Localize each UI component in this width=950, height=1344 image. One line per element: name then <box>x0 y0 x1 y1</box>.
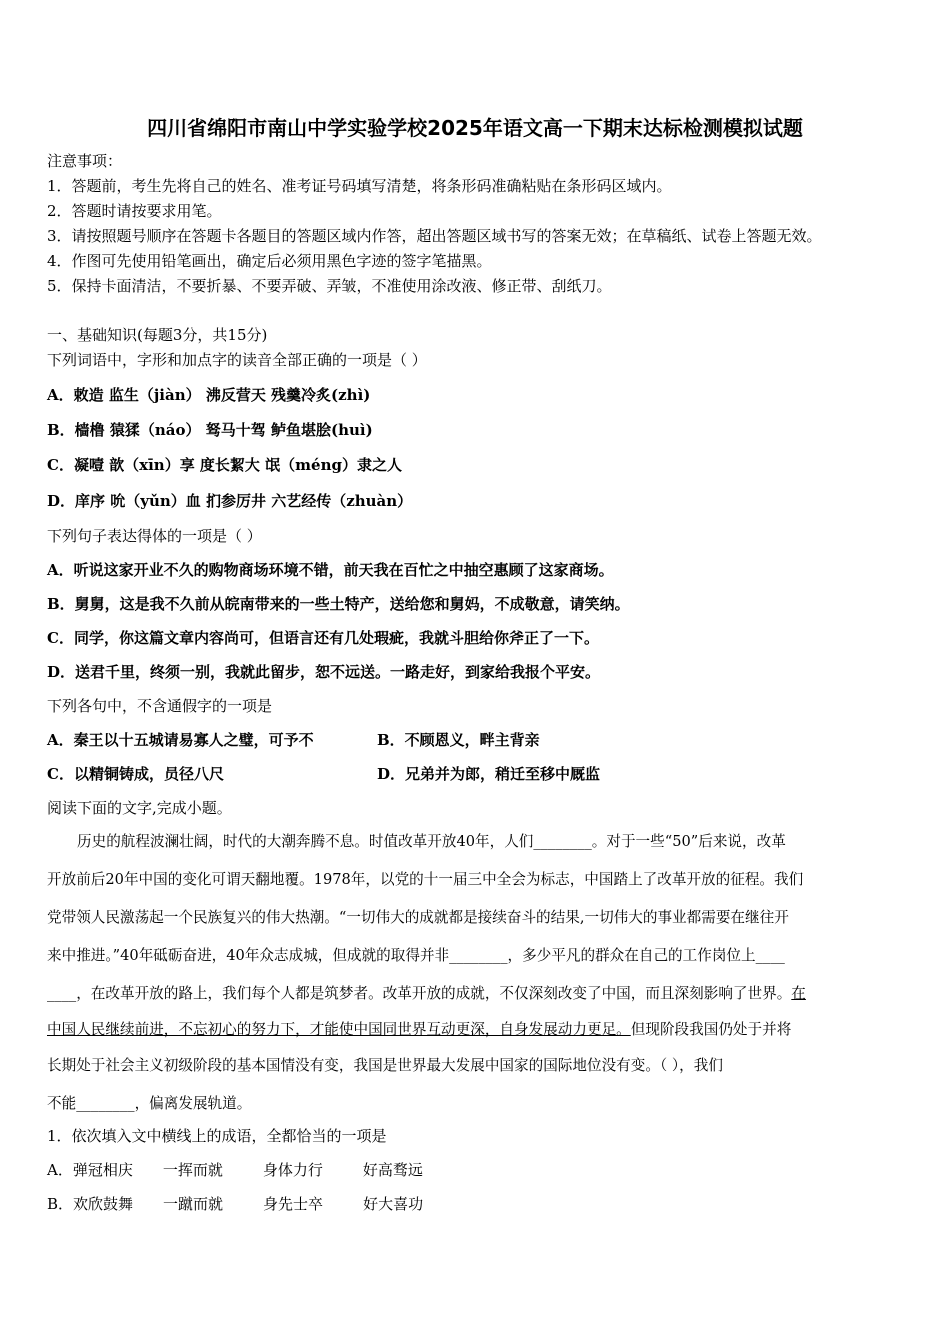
q3-option-b: B．不顾恩义，畔主背亲 <box>377 731 540 749</box>
reading-intro: 阅读下面的文字,完成小题。 <box>47 799 232 817</box>
notice-item-3: 3．请按照题号顺序在答题卡各题目的答题区域内作答，超出答题区域书写的答案无效；在草稿纸、试卷上答题无效。 <box>47 227 822 245</box>
passage-line-5 <box>47 984 905 1004</box>
page-title: 四川省绵阳市南山中学实验学校2025年语文高一下期末达标检测模拟试题 <box>147 116 803 140</box>
q3-option-d: D．兄弟并为郎，稍迁至移中厩监 <box>377 765 601 783</box>
passage-line-2: 开放前后20年中国的变化可谓天翻地覆。1978年，以党的十一届三中全会为标志，中国踏上了改革开放的征程。我们 <box>47 871 804 888</box>
q1-stem: 下列词语中，字形和加点字的读音全部正确的一项是（ ） <box>47 351 427 369</box>
reading-q1-stem: 1．依次填入文中横线上的成语，全都恰当的一项是 <box>47 1127 387 1145</box>
underlined-sentence: 中国人民继续前进，不忘初心的努力下，才能使中国同世界互动更深，自身发展动力更足。 <box>47 1021 631 1038</box>
section-heading: 一、基础知识(每题3分，共15分) <box>47 326 268 344</box>
notice-item-4: 4．作图可先使用铅笔画出，确定后必须用黑色字迹的签字笔描黑。 <box>47 252 492 270</box>
passage-line-1: 历史的航程波澜壮阔，时代的大潮奔腾不息。时值改革开放40年，人们________。对于一些“50”后来说，改革 <box>77 833 786 850</box>
option-a-word-1: A．弹冠相庆 <box>47 1161 133 1179</box>
q3-option-c: C．以精铜铸成，员径八尺 <box>47 765 224 783</box>
notice-item-2: 2．答题时请按要求用笔。 <box>47 202 222 220</box>
q2-option-c: C．同学，你这篇文章内容尚可，但语言还有几处瑕疵，我就斗胆给你斧正了一下。 <box>47 629 599 647</box>
reading-q1-option-b <box>47 1194 423 1214</box>
option-a-word-3: 身体力行 <box>262 1161 323 1179</box>
option-b-word-3: 身先士卒 <box>263 1195 324 1213</box>
q2-option-d: D．送君千里，终须一别，我就此留步，恕不远送。一路走好，到家给我报个平安。 <box>47 663 601 681</box>
passage-line-8: 不能________，偏离发展轨道。 <box>47 1095 252 1112</box>
q1-option-a: A．敕造 监生（jiàn） 沸反营天 残羹冷炙(zhì) <box>47 386 371 404</box>
q3-stem: 下列各句中，不含通假字的一项是 <box>47 697 273 715</box>
q1-option-b: B．樯橹 猿猱（náo） 驽马十驾 鲈鱼堪脍(huì) <box>47 421 373 439</box>
notice-heading: 注意事项： <box>47 152 123 170</box>
passage-line-7: 长期处于社会主义初级阶段的基本国情没有变，我国是世界最大发展中国家的国际地位没有变。（ ），我们 <box>47 1057 723 1074</box>
q1-option-c: C．凝噎 歆（xīn）享 度长絜大 氓（méng）隶之人 <box>47 456 402 474</box>
passage-line-4: 来中推进。”40年砥砺奋进，40年众志成城，但成就的取得并非________，多少平凡的群众在自己的工作岗位上____ <box>47 947 785 964</box>
passage-line-3: 党带领人民激荡起一个民族复兴的伟大热潮。“一切伟大的成就都是接续奋斗的结果,一切伟大的事业都需要在继往开 <box>47 909 789 926</box>
passage-line-5-text: ____，在改革开放的路上，我们每个人都是筑梦者。改革开放的成就，不仅深刻改变了中国，而且深刻影响了世界。 <box>47 985 792 1002</box>
notice-item-5: 5．保持卡面清洁，不要折暴、不要弄破、弄皱，不准使用涂改液、修正带、刮纸刀。 <box>47 277 612 295</box>
option-a-word-4: 好高骛远 <box>362 1161 423 1179</box>
q1-option-d: D．庠序 吮（yǔn）血 扪参厉井 六艺经传（zhuàn） <box>47 492 413 510</box>
option-b-word-4: 好大喜功 <box>363 1195 424 1213</box>
q2-option-a: A．听说这家开业不久的购物商场环境不错，前天我在百忙之中抽空惠顾了这家商场。 <box>47 561 614 579</box>
option-b-word-2: 一蹴而就 <box>163 1195 224 1213</box>
notice-item-1: 1．答题前，考生先将自己的姓名、准考证号码填写清楚，将条形码准确粘贴在条形码区域内。 <box>47 177 672 195</box>
option-a-word-2: 一挥而就 <box>162 1161 223 1179</box>
option-b-word-1: B．欢欣鼓舞 <box>47 1195 134 1213</box>
underlined-start: 在 <box>791 985 806 1002</box>
passage-line-6-text: 但现阶段我国仍处于并将 <box>630 1021 792 1038</box>
q3-option-a: A．秦王以十五城请易寡人之璧，可予不 <box>47 731 314 749</box>
q2-stem: 下列句子表达得体的一项是（ ） <box>47 527 262 545</box>
passage-line-6 <box>47 1020 905 1040</box>
q2-option-b: B．舅舅，这是我不久前从皖南带来的一些土特产，送给您和舅妈，不成敬意，请笑纳。 <box>47 595 630 613</box>
reading-q1-option-a <box>47 1160 423 1180</box>
